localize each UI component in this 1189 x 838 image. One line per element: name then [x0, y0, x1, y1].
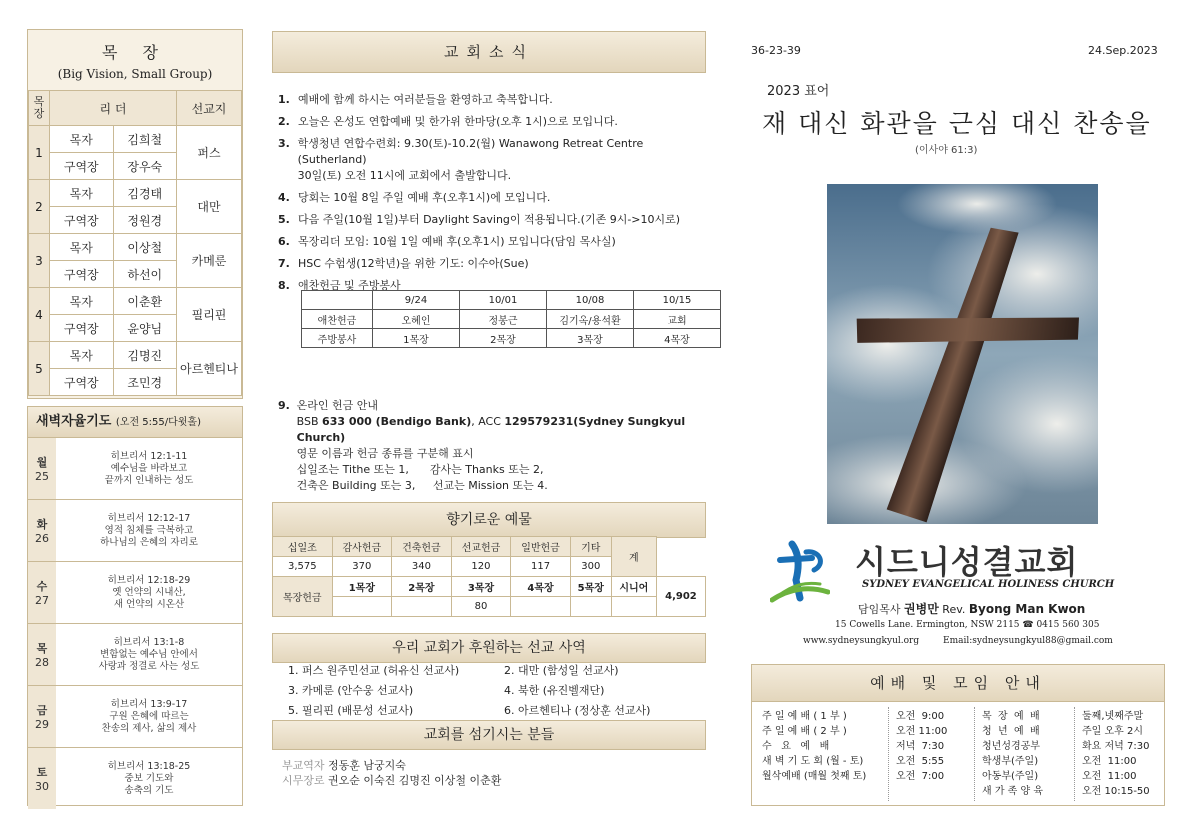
offering-type: 감사헌금	[332, 537, 392, 557]
dawn-prayer-title: 새벽자율기도	[36, 414, 112, 429]
mission-item: 5. 필리핀 (배문성 선교사)	[288, 704, 414, 717]
schedule-entry: 목 장 예 배	[982, 711, 1040, 722]
schedule-entry: 오전 5:55	[896, 756, 945, 767]
dawn-prayer-header	[28, 407, 242, 437]
online-acc-label: , ACC	[471, 415, 505, 428]
day-date: 29	[35, 718, 49, 731]
news-item-body	[298, 212, 680, 228]
news-item-text: HSC 수험생(12학년)을 위한 기도: 이수아(Sue)	[298, 257, 529, 270]
mokjang-row	[29, 234, 242, 261]
sermon-line1: 영적 침체를 극복하고	[104, 524, 194, 536]
mission-item: 6. 아르헨티나 (정상훈 선교사)	[504, 704, 651, 717]
online-offering-block	[278, 398, 708, 494]
sermon-line2: 찬송의 제사, 삶의 제사	[101, 722, 197, 734]
mokjang-offering-group: 1목장	[332, 577, 392, 597]
bulletin-date: 24.Sep.2023	[1088, 44, 1158, 57]
worship-schedule-header: 예배 및 모임 안내	[752, 665, 1164, 702]
mokjang-leader-header: 리 더	[50, 91, 177, 126]
weekday: 수	[36, 580, 48, 593]
news-item	[278, 92, 708, 108]
schedule-entry: 청 년 예 배	[982, 726, 1040, 737]
mission-field: 아르헨티나	[177, 342, 242, 396]
dawn-prayer-panel	[27, 406, 243, 806]
sermon-line2: 하나님의 은혜의 자리로	[100, 536, 198, 548]
online-acc-value: 129579231(Sydney Sungkyul Church)	[296, 415, 686, 444]
offering-type: 건축헌금	[392, 537, 452, 557]
news-item-text: 예배에 함께 하시는 여러분들을 환영하고 축복합니다.	[298, 93, 553, 106]
associate-pastors-names: 정동훈 남궁지숙	[328, 759, 406, 772]
offering-type: 십일조	[273, 537, 333, 557]
dawn-prayer-list	[28, 437, 242, 809]
news-item-number: 3.	[278, 137, 290, 150]
schedule-entry: 새 가 족 양 육	[982, 786, 1044, 797]
mokjang-row	[29, 288, 242, 315]
district-name: 윤양님	[113, 315, 177, 342]
schedule-label: 애찬헌금	[302, 310, 373, 329]
online-offering-line2: 영문 이름과 헌금 종류를 구분해 표시	[296, 447, 474, 460]
news-item-body	[298, 234, 616, 250]
mokjang-num-header: 목장	[29, 91, 50, 126]
day-label	[28, 562, 56, 623]
offering-amount: 340	[392, 557, 452, 577]
scripture-block	[56, 500, 242, 561]
mokjang-table	[28, 90, 242, 396]
weekday: 토	[36, 766, 48, 779]
district-role: 구역장	[50, 153, 114, 180]
bulletin-code: 36-23-39	[751, 44, 801, 57]
mission-item: 3. 카메룬 (안수웅 선교사)	[288, 684, 414, 697]
schedule-date: 10/01	[460, 291, 547, 310]
mokjang-offering-group: 5목장	[570, 577, 611, 597]
scripture-ref: 히브리서 13:9-17	[110, 698, 188, 710]
sermon-line1: 예수님을 바라보고	[110, 462, 188, 474]
sermon-line2: 끝까지 인내하는 성도	[104, 474, 194, 486]
associate-pastors	[282, 758, 501, 773]
elders-names: 권오순 이숙진 김명진 이상철 이춘환	[328, 774, 502, 787]
online-offering-number: 9.	[278, 399, 290, 412]
news-item-text: 다음 주일(10월 1일)부터 Daylight Saving이 적용됩니다.(기존 9시->10시로)	[298, 213, 681, 226]
scripture-ref: 히브리서 13:18-25	[107, 760, 191, 772]
offering-amount: 300	[570, 557, 611, 577]
mokjang-offering-label: 목장헌금	[273, 577, 333, 617]
mokjang-number: 2	[29, 180, 50, 234]
mokjang-title: 목 장	[102, 43, 168, 62]
district-role: 구역장	[50, 315, 114, 342]
schedule-cell: 정봉근	[460, 310, 547, 329]
day-date: 25	[35, 470, 49, 483]
mission-field: 필리핀	[177, 288, 242, 342]
leader-name: 김희철	[113, 126, 177, 153]
schedule-entry: 청년성경공부	[982, 741, 1040, 752]
offering-total-label: 계	[611, 537, 656, 577]
motto-reference: (이사야 61:3)	[915, 145, 978, 156]
schedule-entry: 월삭예배 (매월 첫째 토)	[762, 771, 867, 782]
schedule-entry: 아동부(주일)	[982, 771, 1039, 782]
news-item	[278, 114, 708, 130]
schedule-label: 주방봉사	[302, 329, 373, 348]
schedule-entry: 수 요 예 배	[762, 741, 830, 752]
mokjang-panel	[27, 29, 243, 399]
church-name: 시드니성결교회	[855, 543, 1079, 581]
news-item	[278, 212, 708, 228]
dawn-prayer-day	[28, 499, 242, 561]
offering-amount: 370	[332, 557, 392, 577]
dawn-prayer-day	[28, 747, 242, 809]
schedule-entry: 학생부(주일)	[982, 756, 1039, 767]
worship-schedule-panel	[751, 664, 1165, 806]
schedule-entry: 오전 7:00	[896, 771, 945, 782]
offering-header: 향기로운 예물	[272, 502, 706, 538]
schedule-entry: 오전 10:15-50	[1082, 786, 1150, 797]
news-item-number: 7.	[278, 257, 290, 270]
news-item	[278, 234, 708, 250]
leader-name: 김명진	[113, 342, 177, 369]
online-offering-bank-line	[297, 414, 708, 446]
news-list	[278, 92, 708, 300]
dawn-prayer-day	[28, 437, 242, 499]
church-email: Email:sydneysungkyul88@gmail.com	[943, 636, 1113, 646]
sermon-line2: 새 언약의 시온산	[113, 598, 185, 610]
leader-role: 목자	[50, 288, 114, 315]
church-website: www.sydneysungkyul.org	[803, 636, 920, 646]
offering-schedule-corner	[302, 291, 373, 310]
day-label	[28, 438, 56, 499]
day-date: 30	[35, 780, 49, 793]
cross-image	[827, 184, 1098, 524]
district-name: 하선이	[113, 261, 177, 288]
day-date: 28	[35, 656, 49, 669]
schedule-entry: 새 벽 기 도 회 (월 - 토)	[762, 756, 864, 767]
mission-field: 퍼스	[177, 126, 242, 180]
schedule-entry: 오전 11:00	[896, 726, 948, 737]
news-item-text: 학생청년 연합수련회: 9.30(토)-10.2(월) Wanawong Retreat Centre (Sutherland)	[297, 137, 644, 166]
sermon-line2: 송축의 기도	[124, 784, 174, 796]
mokjang-row	[29, 342, 242, 369]
online-offering-line3: 십일조는 Tithe 또는 1, 감사는 Thanks 또는 2,	[296, 463, 544, 476]
senior-pastor	[858, 600, 1085, 617]
schedule-cell: 4목장	[634, 329, 721, 348]
schedule-date: 10/08	[547, 291, 634, 310]
offering-schedule-table	[301, 290, 721, 348]
offering-total: 4,902	[656, 577, 705, 617]
mokjang-offering-group: 시니어	[611, 577, 656, 597]
news-item	[278, 190, 708, 206]
online-offering-line4: 건축은 Building 또는 3, 선교는 Mission 또는 4.	[296, 479, 548, 492]
sermon-line1: 중보 기도와	[124, 772, 174, 784]
schedule-cell: 1목장	[373, 329, 460, 348]
offering-panel	[272, 536, 706, 617]
worship-times-column	[896, 709, 947, 784]
day-label	[28, 686, 56, 747]
news-item-number: 4.	[278, 191, 290, 204]
mokjang-offering-group: 3목장	[451, 577, 511, 597]
servants-list	[282, 758, 501, 788]
leader-role: 목자	[50, 126, 114, 153]
mokjang-number: 4	[29, 288, 50, 342]
church-name-english: SYDNEY EVANGELICAL HOLINESS CHURCH	[862, 579, 1115, 590]
meetings-column	[982, 709, 1043, 799]
weekday: 월	[36, 456, 48, 469]
column-divider	[974, 707, 975, 801]
dawn-prayer-day	[28, 685, 242, 747]
scripture-block	[56, 748, 242, 809]
offering-type: 기타	[570, 537, 611, 557]
scripture-block	[56, 686, 242, 747]
mokjang-row	[29, 180, 242, 207]
online-bsb-value: 633 000 (Bendigo Bank)	[322, 415, 472, 428]
servants-header: 교회를 섬기시는 분들	[272, 720, 706, 750]
leader-role: 목자	[50, 234, 114, 261]
schedule-entry: 오전 9:00	[896, 711, 945, 722]
news-item-text: 애찬헌금 및 주방봉사	[298, 279, 401, 292]
schedule-entry: 화요 저녁 7:30	[1082, 741, 1150, 752]
day-label	[28, 500, 56, 561]
offering-amount: 3,575	[273, 557, 333, 577]
mokjang-offering-group: 2목장	[392, 577, 452, 597]
mission-field: 카메룬	[177, 234, 242, 288]
sermon-line1: 옛 언약의 시내산,	[112, 586, 186, 598]
dawn-prayer-time: (오전 5:55/다윗홀)	[115, 417, 201, 428]
schedule-date: 10/15	[634, 291, 721, 310]
offering-amount: 117	[511, 557, 571, 577]
sermon-line2: 사랑과 정결로 사는 성도	[98, 660, 200, 672]
news-item-body	[298, 256, 529, 272]
motto: 재 대신 화관을 근심 대신 찬송을	[762, 109, 1152, 138]
column-divider	[1074, 707, 1075, 801]
meeting-times-column	[1082, 709, 1150, 799]
pastor-en-label: Rev.	[942, 603, 966, 616]
scripture-block	[56, 624, 242, 685]
schedule-entry: 주 일 예 배 ( 2 부 )	[762, 726, 847, 737]
mokjang-offering-amount	[332, 597, 392, 617]
scripture-ref: 히브리서 12:1-11	[110, 450, 188, 462]
worship-services-column	[762, 709, 866, 784]
news-item-text2: 30일(토) 오전 11시에 교회에서 출발합니다.	[297, 169, 512, 182]
day-label	[28, 748, 56, 809]
elders-label: 시무장로	[282, 774, 325, 787]
mokjang-number: 5	[29, 342, 50, 396]
district-name: 장우숙	[113, 153, 177, 180]
motto-year: 2023 표어	[767, 84, 830, 99]
online-offering-title: 온라인 헌금 안내	[296, 399, 379, 412]
news-item-text: 오늘은 온성도 연합예배 및 한가위 한마당(오후 1시)으로 모입니다.	[298, 115, 618, 128]
news-item-number: 5.	[278, 213, 290, 226]
leader-role: 목자	[50, 180, 114, 207]
news-item-body	[298, 136, 708, 184]
mokjang-number: 3	[29, 234, 50, 288]
leader-name: 이상철	[113, 234, 177, 261]
mokjang-title-block	[28, 30, 242, 90]
schedule-cell: 3목장	[547, 329, 634, 348]
mokjang-mission-header: 선교지	[177, 91, 242, 126]
day-date: 27	[35, 594, 49, 607]
offering-type: 일반헌금	[511, 537, 571, 557]
schedule-entry: 저녁 7:30	[896, 741, 945, 752]
scripture-block	[56, 562, 242, 623]
day-date: 26	[35, 532, 49, 545]
schedule-entry: 오전 11:00	[1082, 771, 1137, 782]
schedule-entry: 오전 11:00	[1082, 756, 1137, 767]
pastor-name-english: Byong Man Kwon	[968, 602, 1086, 616]
mokjang-offering-amount	[611, 597, 656, 617]
offering-type: 선교헌금	[451, 537, 511, 557]
leader-name: 김경태	[113, 180, 177, 207]
news-item-number: 1.	[278, 93, 290, 106]
mission-item: 1. 퍼스 원주민선교 (허유신 선교사)	[288, 664, 460, 677]
pastor-name: 권병만	[904, 602, 939, 616]
news-header: 교회소식	[272, 31, 706, 73]
schedule-entry: 주 일 예 배 ( 1 부 )	[762, 711, 847, 722]
missions-header: 우리 교회가 후원하는 선교 사역	[272, 633, 706, 663]
schedule-entry: 주일 오후 2시	[1082, 726, 1144, 737]
news-item-number: 6.	[278, 235, 290, 248]
scripture-ref: 히브리서 12:12-17	[107, 512, 191, 524]
news-item-body	[298, 190, 550, 206]
weekday: 화	[36, 518, 48, 531]
news-item-text: 당회는 10월 8일 주일 예배 후(오후1시)에 모입니다.	[298, 191, 551, 204]
leader-name: 이춘환	[113, 288, 177, 315]
schedule-cell: 오혜인	[373, 310, 460, 329]
schedule-cell: 2목장	[460, 329, 547, 348]
cross-photo	[827, 184, 1098, 524]
district-role: 구역장	[50, 369, 114, 396]
associate-pastors-label: 부교역자	[282, 759, 325, 772]
schedule-entry: 둘째,넷째주말	[1082, 711, 1144, 722]
scripture-ref: 히브리서 13:1-8	[113, 636, 185, 648]
online-bsb-label: BSB	[296, 415, 323, 428]
elders	[282, 773, 501, 788]
news-item-body	[298, 92, 553, 108]
mission-item: 2. 대만 (함성일 선교사)	[504, 664, 619, 677]
schedule-cell: 교회	[634, 310, 721, 329]
mokjang-offering-amount	[570, 597, 611, 617]
district-name: 정원경	[113, 207, 177, 234]
day-label	[28, 624, 56, 685]
offering-amount: 120	[451, 557, 511, 577]
sermon-line1: 변함없는 예수님 안에서	[100, 648, 198, 660]
news-item	[278, 256, 708, 272]
scripture-ref: 히브리서 12:18-29	[107, 574, 191, 586]
district-role: 구역장	[50, 261, 114, 288]
mokjang-offering-amount: 80	[451, 597, 511, 617]
dawn-prayer-day	[28, 561, 242, 623]
schedule-cell: 김기옥/용석환	[547, 310, 634, 329]
news-item-text: 목장리더 모임: 10월 1일 예배 후(오후1시) 모입니다(담임 목사실)	[298, 235, 616, 248]
district-name: 조민경	[113, 369, 177, 396]
dawn-prayer-day	[28, 623, 242, 685]
schedule-date: 9/24	[373, 291, 460, 310]
mokjang-offering-amount	[392, 597, 452, 617]
sermon-line1: 구원 은혜에 따르는	[109, 710, 189, 722]
weekday: 목	[36, 642, 48, 655]
mission-field: 대만	[177, 180, 242, 234]
news-item-number: 8.	[278, 279, 290, 292]
leader-role: 목자	[50, 342, 114, 369]
news-item	[278, 136, 708, 184]
weekday: 금	[36, 704, 48, 717]
mokjang-offering-amount	[511, 597, 571, 617]
news-item-body	[298, 114, 618, 130]
mission-item: 4. 북한 (유진벨재단)	[504, 684, 605, 697]
church-address: 15 Cowells Lane. Ermington, NSW 2115 ☎ 0415 560 305	[835, 620, 1100, 630]
district-role: 구역장	[50, 207, 114, 234]
column-divider	[888, 707, 889, 801]
pastor-label: 담임목사	[858, 603, 901, 616]
schedule-row	[302, 329, 721, 348]
mokjang-offering-group: 4목장	[511, 577, 571, 597]
schedule-row	[302, 310, 721, 329]
mokjang-row	[29, 126, 242, 153]
scripture-block	[56, 438, 242, 499]
offering-table	[272, 536, 706, 617]
news-item-number: 2.	[278, 115, 290, 128]
mokjang-number: 1	[29, 126, 50, 180]
mokjang-subtitle: (Big Vision, Small Group)	[57, 67, 213, 81]
church-logo-icon	[770, 540, 830, 604]
